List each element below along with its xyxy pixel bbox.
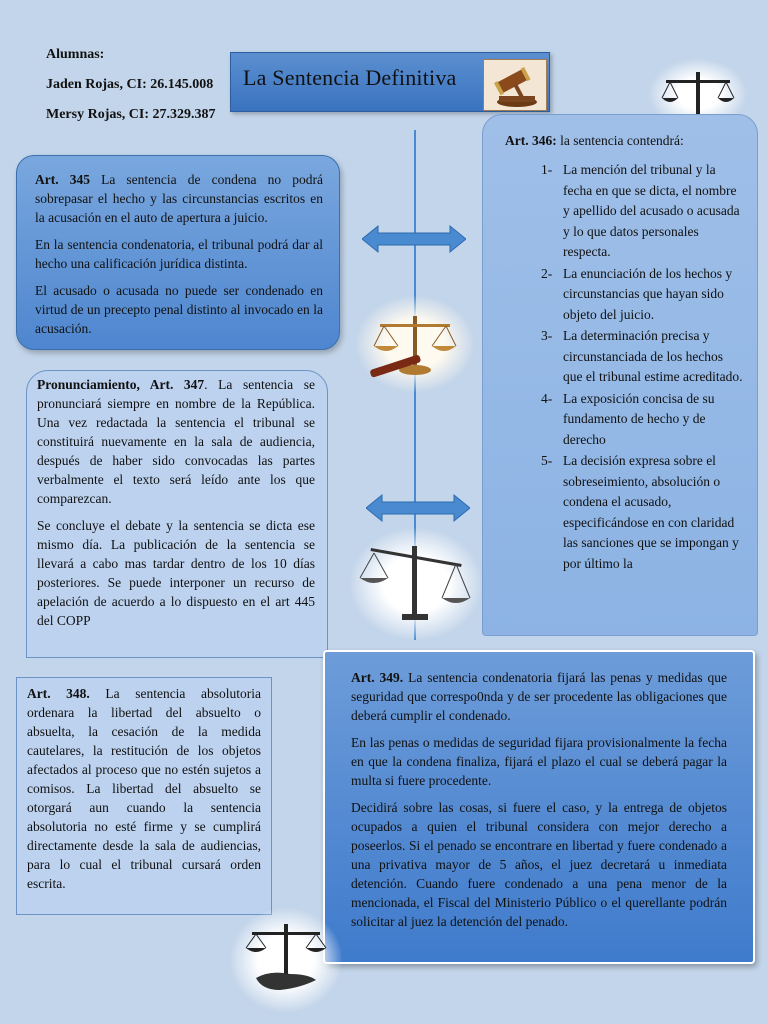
art-349-p3: Decidirá sobre las cosas, si fuere el caso, y la entrega de objetos ocupados a quien el tribunal considera con mejor derecho a poseerlos. Si el penado se encontrare en libertad y fuere condenado a una privativa mayor de 5 años, el juez decretará u inmediata detención. Cuando fuere condenado a una pena menor de la mencionada, el Fiscal del Ministerio Público o el querellante podrán solicitar al juez la detención del penado. <box>351 800 727 929</box>
art-349-p1 <box>351 668 727 725</box>
art-347-p1 <box>37 375 315 508</box>
art-347-box <box>26 370 328 658</box>
list-item <box>541 264 745 326</box>
art-349-text1: La sentencia condenatoria fijará las penas y medidas que seguridad que correspo0nda y de ser procedente las obligaciones que deberá cumplir el condenado. <box>351 670 727 723</box>
list-item-text: La mención del tribunal y la fecha en que se dicta, el nombre y apellido del acusado o acusada y lo que datos personales respecta. <box>563 162 740 259</box>
list-item <box>541 326 745 388</box>
art-345-text1: La sentencia de condena no podrá sobrepasar el hecho y las circunstancias escritos en la acusación en el auto de apertura a juicio. <box>35 172 323 225</box>
students-heading: Alumnas: <box>46 47 105 62</box>
scales-of-justice-icon <box>350 528 482 640</box>
scales-of-justice-icon <box>230 908 342 1012</box>
art-347-label: Pronunciamiento, Art. 347 <box>37 377 205 392</box>
list-item-text: La determinación precisa y circunstanciada de los hechos que el tribunal estime acreditado. <box>563 328 743 384</box>
list-item-number: 4- <box>541 390 553 406</box>
student-1: Jaden Rojas, CI: 26.145.008 <box>46 77 214 92</box>
list-item-text: La decisión expresa sobre el sobreseimiento, absolución o condena el acusado, especificándose en con claridad las sanciones que se impongan y por último la <box>563 453 739 571</box>
art-348-label: Art. 348. <box>27 686 90 701</box>
list-item <box>541 389 745 451</box>
art-346-heading <box>505 131 745 150</box>
art-346-list <box>505 160 745 574</box>
title-banner <box>230 52 550 112</box>
scales-of-justice-icon <box>356 296 474 392</box>
art-348-box <box>16 677 272 915</box>
art-345-label: Art. 345 <box>35 172 90 187</box>
list-item-number: 3- <box>541 328 553 343</box>
art-346-intro: la sentencia contendrá: <box>556 133 684 148</box>
student-2: Mersy Rojas, CI: 27.329.387 <box>46 107 216 122</box>
list-item-text: La enunciación de los hechos y circunstancias que hayan sido objeto del juicio. <box>563 265 733 322</box>
art-349-p2: En las penas o medidas de seguridad fijara provisionalmente la fecha en que la condena finaliza, fijará el plazo el cual se deberá pagar la multa si fuere procedente. <box>351 735 727 788</box>
gavel-icon <box>483 59 547 111</box>
art-345-p1 <box>35 170 323 227</box>
page-title: La Sentencia Definitiva <box>243 65 457 90</box>
art-347-p2: Se concluye el debate y la sentencia se dicta ese mismo día. La publicación de la sentencia se llevará a cabo mas tardar dentro de los 10 días posteriores. Se puede interponer un recurso de apelación de acuerdo a lo dispuesto en el art 445 del COPP <box>37 518 315 628</box>
art-346-box <box>482 114 758 636</box>
list-item-text: La exposición concisa de su fundamento de hecho y de derecho <box>563 390 715 447</box>
art-345-box <box>16 155 340 350</box>
art-349-label: Art. 349. <box>351 670 404 685</box>
list-item <box>541 160 745 263</box>
list-item-number: 1- <box>541 162 553 177</box>
list-item-number: 2- <box>541 265 553 281</box>
art-345-p2: En la sentencia condenatoria, el tribunal podrá dar al hecho una calificación jurídica distinta. <box>35 237 323 271</box>
art-347-text1: . La sentencia se pronunciará siempre en nombre de la República. Una vez redactada la sentencia el tribunal se constituirá nuevamente en la sala de audiencia, después de haber sido convocadas las partes verbalmente el texto será leído ante los que comparezcan. <box>37 377 315 506</box>
students-block <box>46 44 216 134</box>
art-345-p3: El acusado o acusada no puede ser condenado en virtud de un precepto penal distinto al invocado en la acusación. <box>35 283 323 336</box>
art-348-text1: La sentencia absolutoria ordenara la libertad del absuelto o absuelta, la cesación de la medida cautelares, la restitución de los objetos afectados al proceso que no estén sujetos a comisos. La libertad del absuelto se otorgará aun cuando la sentencia absolutoria no esté firme y se cumplirá directamente desde la sala de audiencias, para lo cual el tribunal cursará orden escrita. <box>27 686 261 891</box>
art-348-p1 <box>27 684 261 893</box>
list-item <box>541 451 745 574</box>
double-arrow-icon <box>362 224 466 254</box>
list-item-number: 5- <box>541 453 553 468</box>
art-346-label: Art. 346: <box>505 133 557 148</box>
double-arrow-icon <box>366 493 470 523</box>
art-349-box <box>323 650 755 964</box>
